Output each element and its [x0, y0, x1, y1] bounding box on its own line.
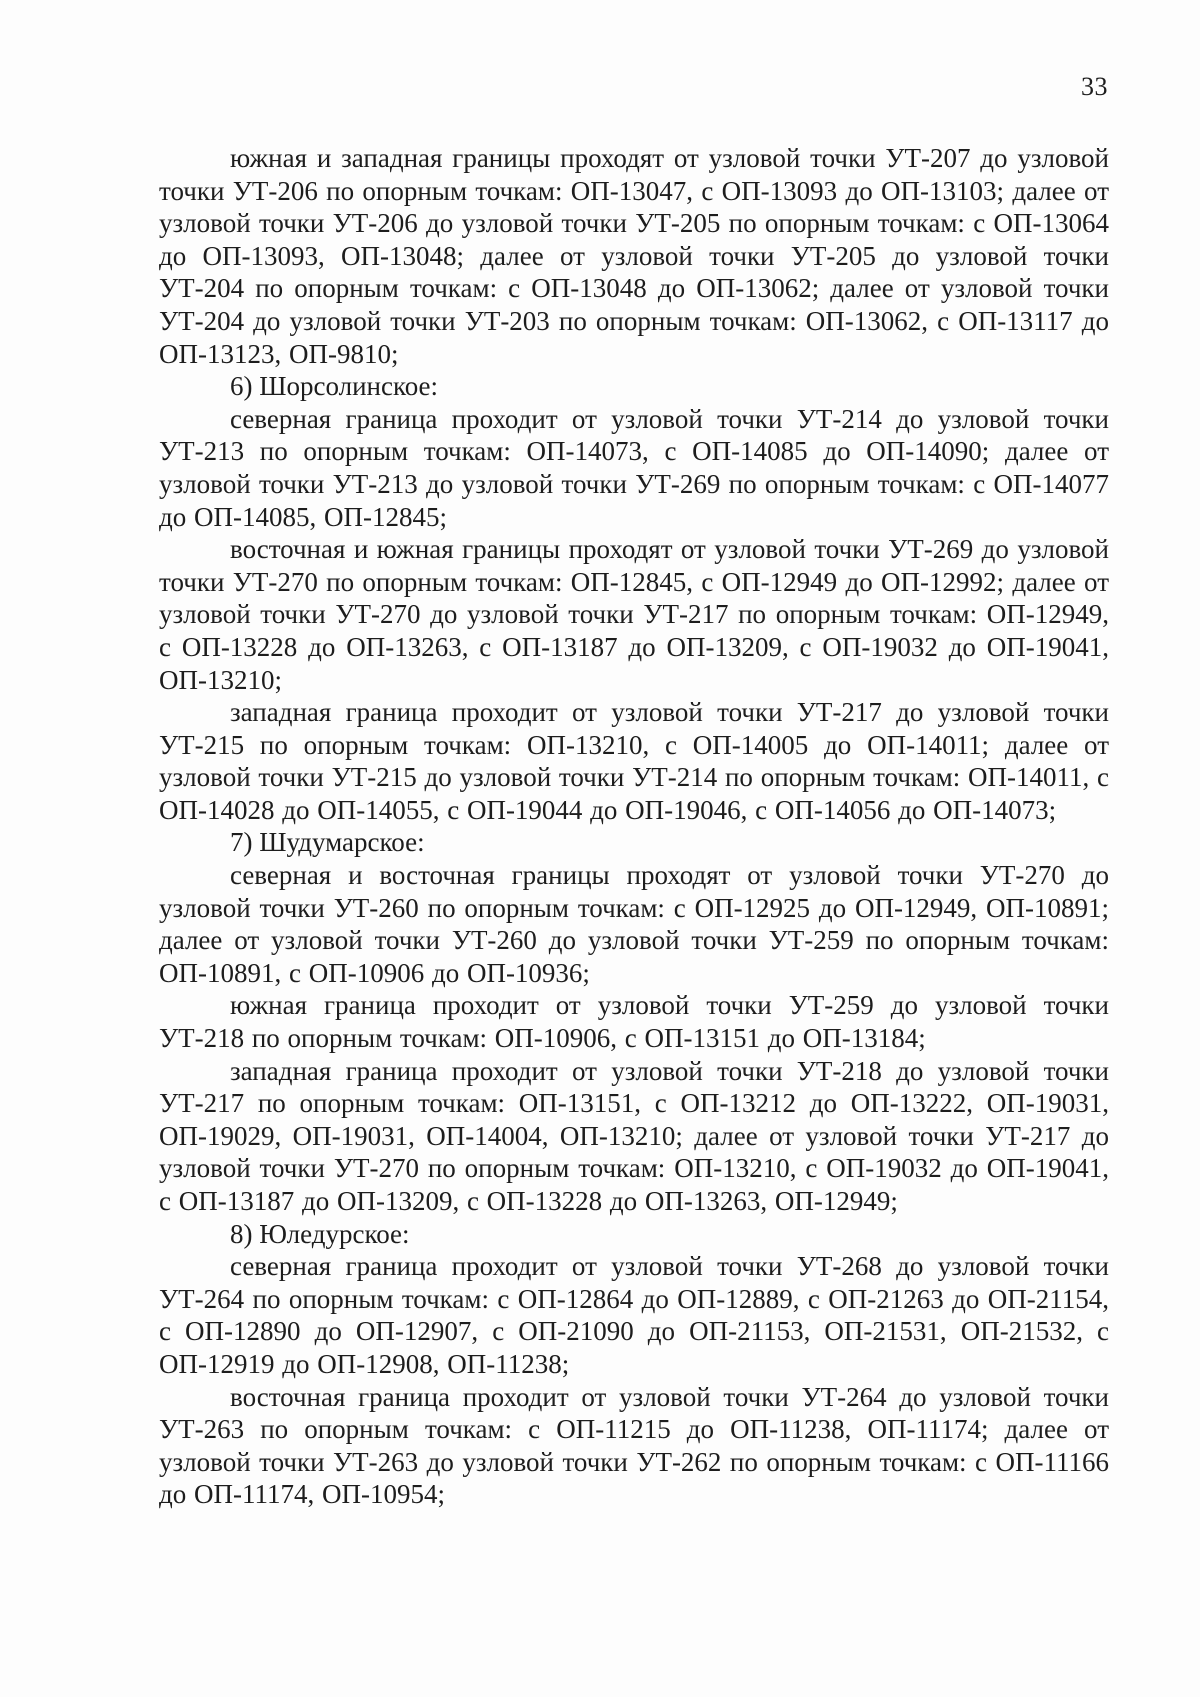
- section-heading-yuledurskoe: 8) Юледурское:: [230, 1218, 410, 1249]
- section-heading-shudumarskoe: 7) Шудумарское:: [230, 827, 425, 858]
- paragraph-western-boundary-shorsolinskoe: западная граница проходит от узловой точки УТ-217 до узловой точки УТ-215 по опорным точкам: ОП-13210, с ОП-14005 до ОП-14011; далее от узловой точки УТ-215 до узловой точки УТ-214 по опорным точкам: ОП-14011, с ОП-14028 до ОП-14055, с ОП-19044 до ОП-19046, с ОП-14056 до ОП-14073;: [159, 697, 1109, 825]
- paragraph-western-boundary-shudumarskoe: западная граница проходит от узловой точки УТ-218 до узловой точки УТ-217 по опорным точкам: ОП-13151, с ОП-13212 до ОП-13222, ОП-19031, ОП-19029, ОП-19031, ОП-14004, ОП-13210; далее от узловой точки УТ-217 до узловой точки УТ-270 по опорным точкам: ОП-13210, с ОП-19032 до ОП-19041, с ОП-13187 до ОП-13209, с ОП-13228 до ОП-13263, ОП-12949;: [159, 1055, 1109, 1216]
- paragraph-northern-boundary-shorsolinskoe: северная граница проходит от узловой точки УТ-214 до узловой точки УТ-213 по опорным точкам: ОП-14073, с ОП-14085 до ОП-14090; далее от узловой точки УТ-213 до узловой точки УТ-269 по опорным точкам: с ОП-14077 до ОП-14085, ОП-12845;: [159, 403, 1109, 532]
- document-body: [159, 142, 1109, 1511]
- paragraph-eastern-boundary-yuledurskoe: восточная граница проходит от узловой точки УТ-264 до узловой точки УТ-263 по опорным точкам: с ОП-11215 до ОП-11238, ОП-11174; далее от узловой точки УТ-263 до узловой точки УТ-262 по опорным точкам: с ОП-11166 до ОП-11174, ОП-10954;: [159, 1381, 1109, 1510]
- page-number: 33: [1081, 72, 1108, 101]
- section-heading-shorsolinskoe: 6) Шорсолинское:: [230, 371, 439, 402]
- paragraph-northern-boundary-yuledurskoe: северная граница проходит от узловой точки УТ-268 до узловой точки УТ-264 по опорным точкам: с ОП-12864 до ОП-12889, с ОП-21263 до ОП-21154, с ОП-12890 до ОП-12907, с ОП-21090 до ОП-21153, ОП-21531, ОП-21532, с ОП-12919 до ОП-12908, ОП-11238;: [159, 1251, 1109, 1379]
- paragraph-southern-boundary-shudumarskoe: южная граница проходит от узловой точки УТ-259 до узловой точки УТ-218 по опорным точкам: ОП-10906, с ОП-13151 до ОП-13184;: [159, 990, 1109, 1054]
- paragraph-northern-eastern-boundary-shudumarskoe: северная и восточная границы проходят от узловой точки УТ-270 до узловой точки УТ-260 по опорным точкам: с ОП-12925 до ОП-12949, ОП-10891; далее от узловой точки УТ-260 до узловой точки УТ-259 по опорным точкам: ОП-10891, с ОП-10906 до ОП-10936;: [159, 860, 1109, 988]
- paragraph-eastern-southern-boundary-shorsolinskoe: восточная и южная границы проходят от узловой точки УТ-269 до узловой точки УТ-270 по опорным точкам: ОП-12845, с ОП-12949 до ОП-12992; далее от узловой точки УТ-270 до узловой точки УТ-217 по опорным точкам: ОП-12949, с ОП-13228 до ОП-13263, с ОП-13187 до ОП-13209, с ОП-19032 до ОП-19041, ОП-13210;: [159, 534, 1109, 695]
- paragraph-southern-western-boundary-1: южная и западная границы проходят от узловой точки УТ-207 до узловой точки УТ-206 по опорным точкам: ОП-13047, с ОП-13093 до ОП-13103; далее от узловой точки УТ-206 до узловой точки УТ-205 по опорным точкам: с ОП-13064 до ОП-13093, ОП-13048; далее от узловой точки УТ-205 до узловой точки УТ-204 по опорным точкам: с ОП-13048 до ОП-13062; далее от узловой точки УТ-204 до узловой точки УТ-203 по опорным точкам: ОП-13062, с ОП-13117 до ОП-13123, ОП-9810;: [159, 143, 1109, 369]
